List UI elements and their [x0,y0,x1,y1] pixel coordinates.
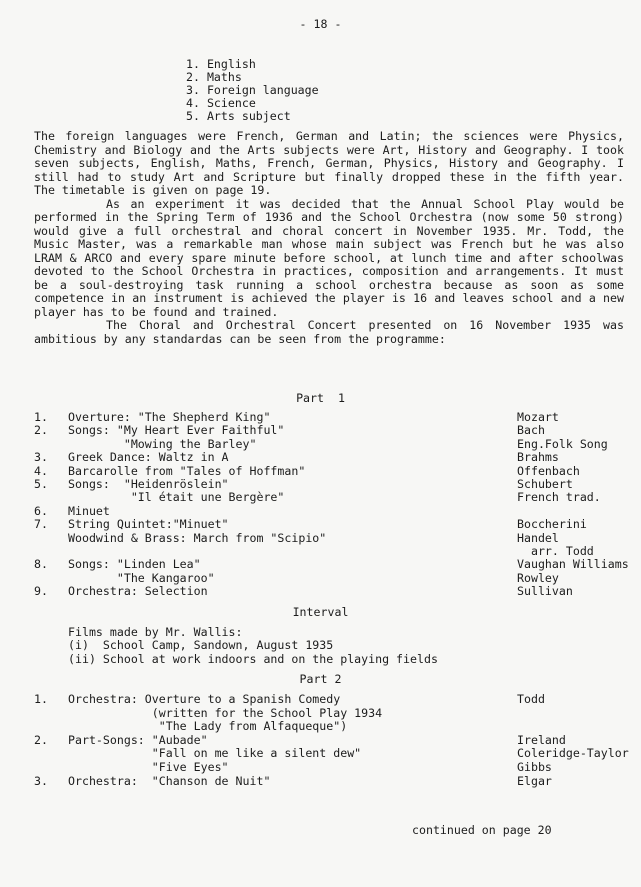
subject-item: 4. Science [186,96,256,110]
item-number: 2. [34,732,48,747]
item-composer: Handel [517,530,559,545]
subject-item: 1. English [186,57,256,71]
subject-item: 3. Foreign language [186,83,319,97]
item-number: 3. [34,450,48,465]
item-title: Orchestra: Selection [68,584,208,599]
item-composer: Sullivan [517,584,573,599]
item-number: 6. [34,503,48,518]
item-composer: Schubert [517,477,573,491]
item-title: "Five Eyes" [68,760,229,774]
item-title: "Mowing the Barley" [68,436,257,451]
item-number: 3. [34,773,48,788]
continued-note: continued on page 20 [412,823,552,837]
films-line: (i) School Camp, Sandown, August 1935 [68,638,334,652]
item-composer: Brahms [517,450,559,465]
item-title: "Il était une Bergère" [68,490,285,505]
item-number: 4. [34,463,48,478]
part2-heading: Part 2 [299,672,342,686]
part1-heading: Part 1 [296,391,345,405]
item-number: 7. [34,517,48,532]
item-title: Part-Songs: "Aubade" [68,732,208,747]
item-composer: Mozart [517,410,559,424]
item-number: 2. [34,423,48,438]
subject-item: 5. Arts subject [186,109,291,123]
item-title: Greek Dance: Waltz in A [68,450,229,465]
item-composer: Ireland [517,732,566,747]
paragraph-concert: The Choral and Orchestral Concert presented on 16 November 1935 was ambitious by any standardas can be seen from the programme: [34,318,624,346]
page-number: - 18 - [299,17,342,31]
item-number: 9. [34,584,48,599]
item-composer: arr. Todd [517,544,594,558]
item-title: Barcarolle from "Tales of Hoffman" [68,463,306,478]
item-composer: Offenbach [517,463,580,478]
item-title: Orchestra: Overture to a Spanish Comedy [68,692,341,706]
item-title: (written for the School Play 1934 [68,705,383,720]
body-text [34,130,624,346]
item-composer: French trad. [517,490,601,505]
item-composer: Rowley [517,570,559,585]
item-title: "The Kangaroo" [68,570,215,585]
item-title: Woodwind & Brass: March from "Scipio" [68,530,327,545]
item-composer: Elgar [517,773,552,788]
item-composer: Coleridge-Taylor [517,746,629,761]
films-line: (ii) School at work indoors and on the playing fields [68,652,438,666]
subject-item: 2. Maths [186,70,242,84]
item-title: Orchestra: "Chanson de Nuit" [68,773,271,788]
item-number: 1. [34,692,48,706]
interval-heading: Interval [292,605,349,619]
item-composer: Todd [517,692,545,706]
item-title: Songs: "My Heart Ever Faithful" [68,423,285,438]
paragraph-orchestra: As an experiment it was decided that the Annual School Play would be performed in the Spring Term of 1936 and the School Orchestra (now some 50 strong) would give a full orchestral and choral concert in November 1935. Mr. Todd, the Music Master, was a remarkable man whose main subject was French but he was also LRAM & ARCO and every spare minute before school, at lunch time and after schoolwas devoted to the School Orchestra in practices, composition and arrangements. It must be a soul-destroying task running a school orchestra because as soon as some competence in an instrument is achieved the player is 16 and leaves school and a new player has to be found and trained. [34,196,624,319]
item-number: 5. [34,477,48,491]
item-title: Minuet [68,503,110,518]
item-title: Songs: "Linden Lea" [68,557,201,572]
item-title: Overture: "The Shepherd King" [68,410,271,424]
item-composer: Boccherini [517,517,587,532]
item-title: "The Lady from Alfaqueque") [68,719,348,734]
item-composer: Gibbs [517,760,552,774]
item-composer: Eng.Folk Song [517,436,608,451]
item-title: String Quintet:"Minuet" [68,517,229,532]
item-number: 1. [34,410,48,424]
item-number: 8. [34,557,48,572]
item-composer: Vaughan Williams [517,557,629,572]
paragraph-languages: The foreign languages were French, German and Latin; the sciences were Physics, Chemistry and Biology and the Arts subjects were Art, History and Geography. I took seven subjects, English, Maths, French, German, Physics, History and Geography. I still had to study Art and Scripture but finally dropped these in the fifth year. The timetable is given on page 19. [34,129,624,197]
item-composer: Bach [517,423,545,438]
item-title: Songs: "Heidenröslein" [68,477,229,491]
item-title: "Fall on me like a silent dew" [68,746,362,761]
films-line: Films made by Mr. Wallis: [68,625,243,639]
